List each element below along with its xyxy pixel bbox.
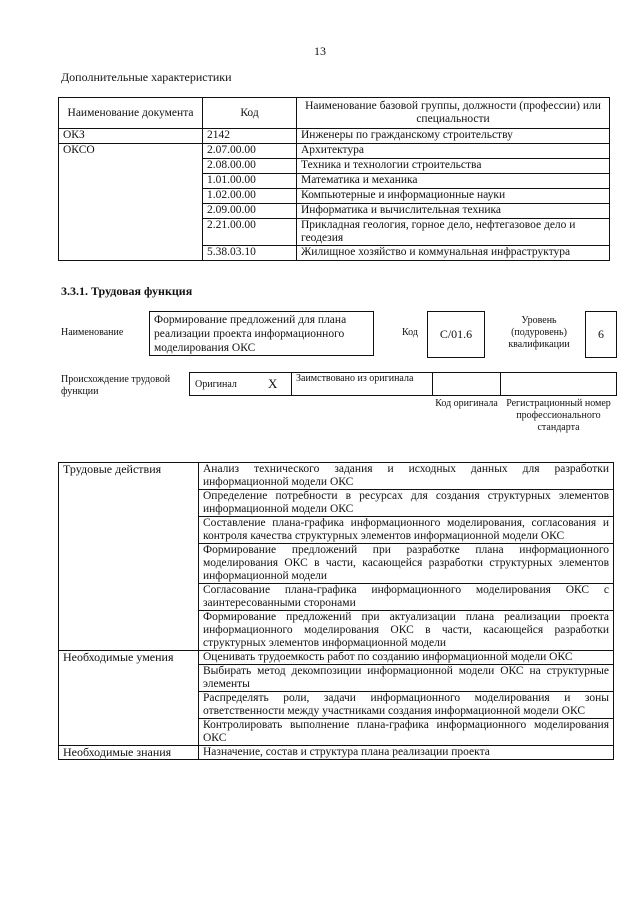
- labor-function-heading: 3.3.1. Трудовая функция: [61, 284, 193, 298]
- reg-number-label: Регистрационный номер профессионального стандарта: [506, 398, 611, 433]
- code-cell: 1.02.00.00: [203, 189, 297, 204]
- characteristics-table: [58, 97, 610, 261]
- origin-code-cell: [432, 372, 501, 396]
- required-skills-item: Распределять роли, задачи информационного моделирования и зоны ответственности между участниками создания информационной модели ОКС: [199, 692, 614, 719]
- group-name-cell: Компьютерные и информационные науки: [297, 189, 610, 204]
- code-cell: 2.21.00.00: [203, 219, 297, 246]
- table-row: [59, 144, 610, 159]
- work-table: [58, 462, 614, 760]
- group-name-cell: Математика и механика: [297, 174, 610, 189]
- labor-actions-item: Формирование предложений при разработке плана информационного моделирования ОКС в части, касающейся разработки структурных элементов информационной модели: [199, 544, 614, 584]
- additional-characteristics-heading: Дополнительные характеристики: [61, 70, 232, 84]
- header-group-name: Наименование базовой группы, должности (профессии) или специальности: [297, 98, 610, 129]
- original-mark: X: [268, 376, 278, 391]
- original-label: Оригинал: [195, 379, 237, 390]
- required-knowledge-label: Необходимые знания: [59, 746, 199, 760]
- origin-code-label: Код оригинала: [435, 398, 498, 409]
- code-cell: 2142: [203, 129, 297, 144]
- required-skills-item: Контролировать выполнение плана-графика информационного моделирования ОКС: [199, 719, 614, 746]
- borrowed-label: Заимствовано из оригинала: [296, 373, 414, 384]
- group-name-cell: Инженеры по гражданскому строительству: [297, 129, 610, 144]
- original-cell: [189, 372, 292, 396]
- labor-actions-item: Составление плана-графика информационного моделирования, согласования и контроля качества структурных элементов информационной модели ОКС: [199, 517, 614, 544]
- code-cell: 2.08.00.00: [203, 159, 297, 174]
- labor-actions-item: Определение потребности в ресурсах для создания структурных элементов информационной модели ОКС: [199, 490, 614, 517]
- code-cell: 2.09.00.00: [203, 204, 297, 219]
- code-cell: 5.38.03.10: [203, 246, 297, 261]
- required-skills-item: Оценивать трудоемкость работ по созданию информационной модели ОКС: [199, 651, 614, 665]
- function-name-box: Формирование предложений для плана реализации проекта информационного моделирования ОКС: [149, 311, 374, 356]
- table-header-row: [59, 98, 610, 129]
- required-skills-item: Выбирать метод декомпозиции информационной модели ОКС на структурные элементы: [199, 665, 614, 692]
- code-label: Код: [402, 327, 418, 338]
- table-row: [59, 129, 610, 144]
- code-cell: 2.07.00.00: [203, 144, 297, 159]
- group-name-cell: Жилищное хозяйство и коммунальная инфраструктура: [297, 246, 610, 261]
- labor-actions-item: Формирование предложений при актуализации плана реализации проекта информационного моделирования ОКС в части, касающейся разработки структурных элементов информационной модели: [199, 611, 614, 651]
- origin-label: Происхождение трудовой функции: [61, 374, 171, 397]
- name-label: Наименование: [61, 327, 124, 338]
- header-document-name: Наименование документа: [59, 98, 203, 129]
- borrowed-cell: [291, 372, 433, 396]
- group-name-cell: Прикладная геология, горное дело, нефтегазовое дело и геодезия: [297, 219, 610, 246]
- labor-actions-item: Согласование плана-графика информационного моделирования ОКС с заинтересованными сторонами: [199, 584, 614, 611]
- reg-number-cell: [500, 372, 617, 396]
- header-code: Код: [203, 98, 297, 129]
- labor-actions-item: Анализ технического задания и исходных данных для разработки информационной модели ОКС: [199, 463, 614, 490]
- table-row: [59, 746, 614, 760]
- qualification-level-box: 6: [585, 311, 617, 358]
- code-cell: 1.01.00.00: [203, 174, 297, 189]
- document-name-cell: ОКСО: [59, 144, 203, 261]
- function-code-box: C/01.6: [427, 311, 485, 358]
- group-name-cell: Техника и технологии строительства: [297, 159, 610, 174]
- qualification-level-label: Уровень (подуровень) квалификации: [508, 315, 570, 350]
- page-number: 13: [314, 44, 326, 58]
- required-skills-label: Необходимые умения: [59, 651, 199, 746]
- group-name-cell: Архитектура: [297, 144, 610, 159]
- document-name-cell: ОКЗ: [59, 129, 203, 144]
- table-row: [59, 651, 614, 665]
- required-knowledge-item: Назначение, состав и структура плана реализации проекта: [199, 746, 614, 760]
- table-row: [59, 463, 614, 490]
- group-name-cell: Информатика и вычислительная техника: [297, 204, 610, 219]
- labor-actions-label: Трудовые действия: [59, 463, 199, 651]
